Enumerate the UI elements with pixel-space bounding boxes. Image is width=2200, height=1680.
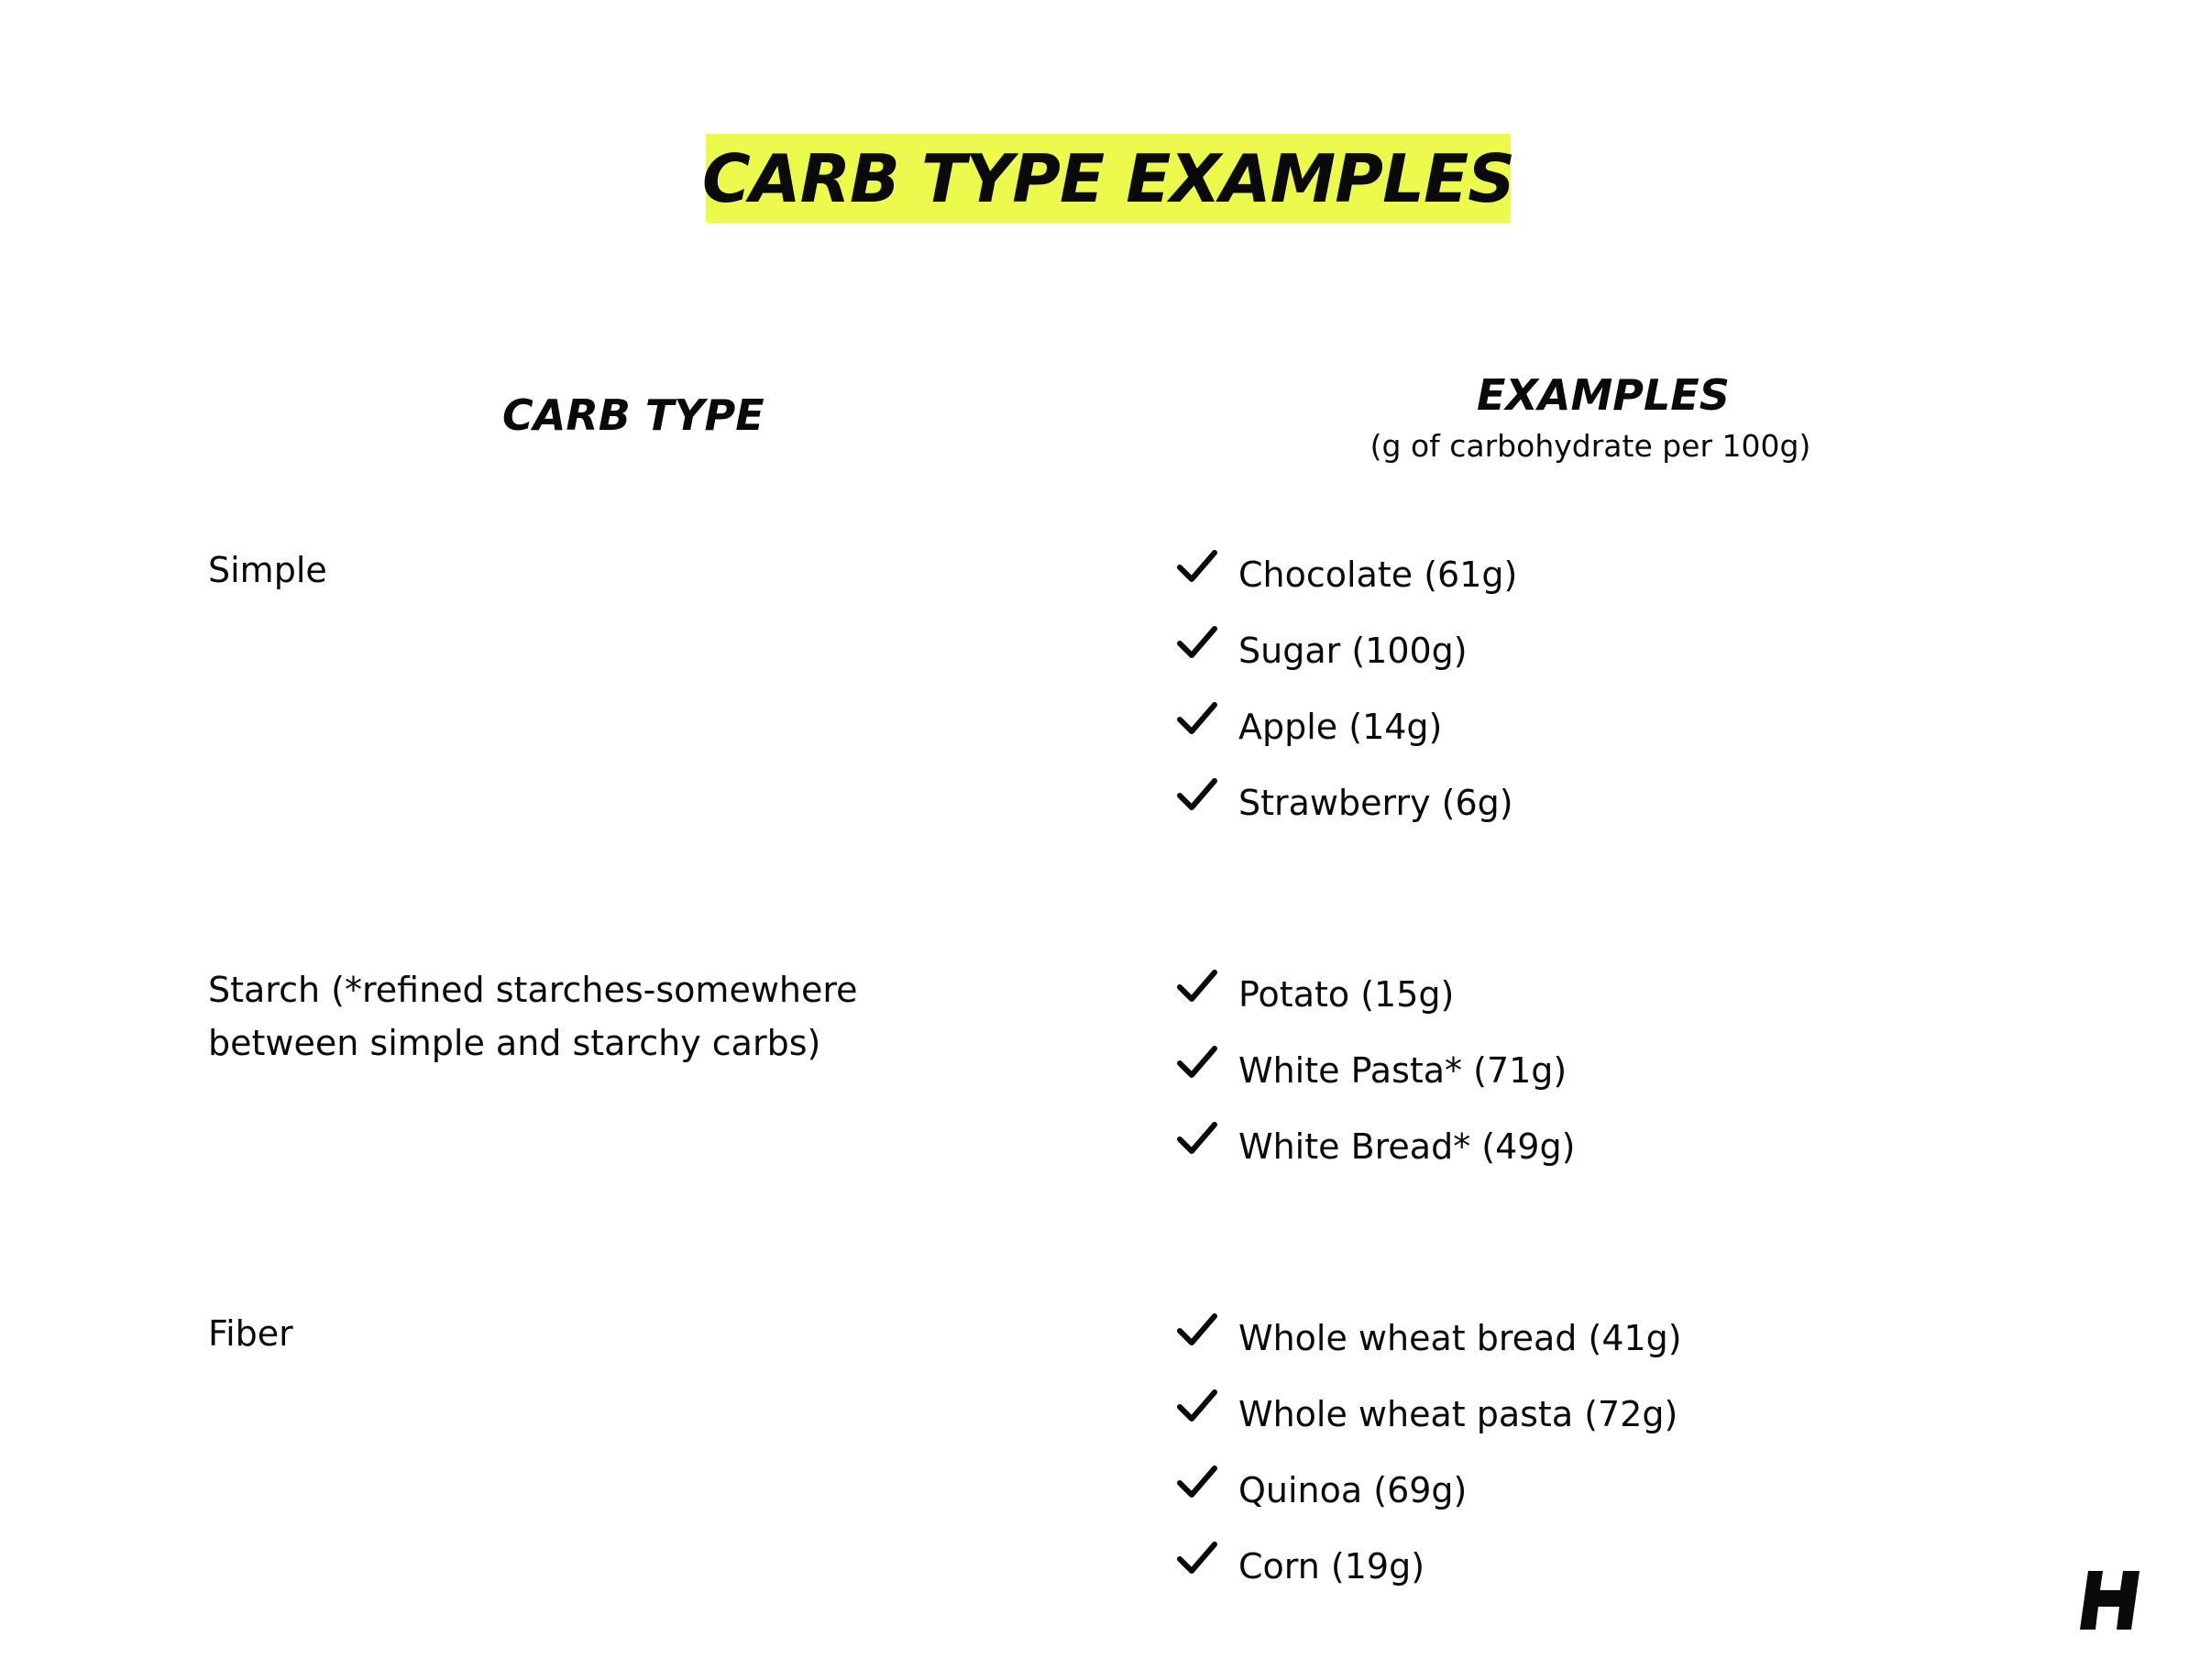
list-item — [1176, 764, 1517, 840]
check-icon — [1176, 966, 1218, 1008]
carb-type-header: CARB TYPE — [502, 390, 764, 440]
fiber-examples-list — [1176, 1300, 1682, 1604]
list-item — [1176, 1108, 1575, 1184]
example-text: Sugar (100g) — [1238, 630, 1468, 671]
starch-examples-list — [1176, 956, 1575, 1184]
check-icon — [1176, 1386, 1218, 1428]
check-icon — [1176, 1310, 1218, 1352]
example-text: White Pasta* (71g) — [1238, 1049, 1568, 1091]
list-item — [1176, 1452, 1682, 1528]
list-item — [1176, 1032, 1575, 1108]
list-item — [1176, 1528, 1682, 1604]
check-icon — [1176, 622, 1218, 664]
example-text: White Bread* (49g) — [1238, 1125, 1576, 1167]
check-icon — [1176, 1462, 1218, 1504]
check-icon — [1176, 1118, 1218, 1160]
check-icon — [1176, 546, 1218, 588]
check-icon — [1176, 1538, 1218, 1580]
list-item — [1176, 956, 1575, 1032]
example-text: Quinoa (69g) — [1238, 1469, 1468, 1510]
example-text: Strawberry (6g) — [1238, 782, 1513, 823]
examples-header: EXAMPLES — [1477, 370, 1730, 420]
carb-type-starch: Starch (*refined starches-somewhere between simple and starchy carbs) — [208, 970, 858, 1063]
brand-logo-icon — [2079, 1569, 2141, 1631]
examples-unit-note: (g of carbohydrate per 100g) — [1370, 428, 1811, 464]
example-text: Potato (15g) — [1238, 973, 1455, 1015]
example-text: Chocolate (61g) — [1238, 554, 1518, 595]
example-text: Whole wheat bread (41g) — [1238, 1317, 1682, 1358]
example-text: Whole wheat pasta (72g) — [1238, 1393, 1678, 1434]
simple-examples-list — [1176, 536, 1517, 840]
list-item — [1176, 688, 1517, 764]
carb-type-simple: Simple — [208, 550, 327, 590]
title-banner — [702, 134, 1514, 223]
check-icon — [1176, 1042, 1218, 1084]
check-icon — [1176, 698, 1218, 741]
list-item — [1176, 1300, 1682, 1376]
list-item — [1176, 536, 1517, 612]
check-icon — [1176, 774, 1218, 817]
list-item — [1176, 612, 1517, 688]
list-item — [1176, 1376, 1682, 1452]
carb-type-fiber: Fiber — [208, 1313, 293, 1354]
page-title: CARB TYPE EXAMPLES — [702, 139, 1514, 217]
example-text: Apple (14g) — [1238, 706, 1443, 747]
example-text: Corn (19g) — [1238, 1545, 1425, 1587]
